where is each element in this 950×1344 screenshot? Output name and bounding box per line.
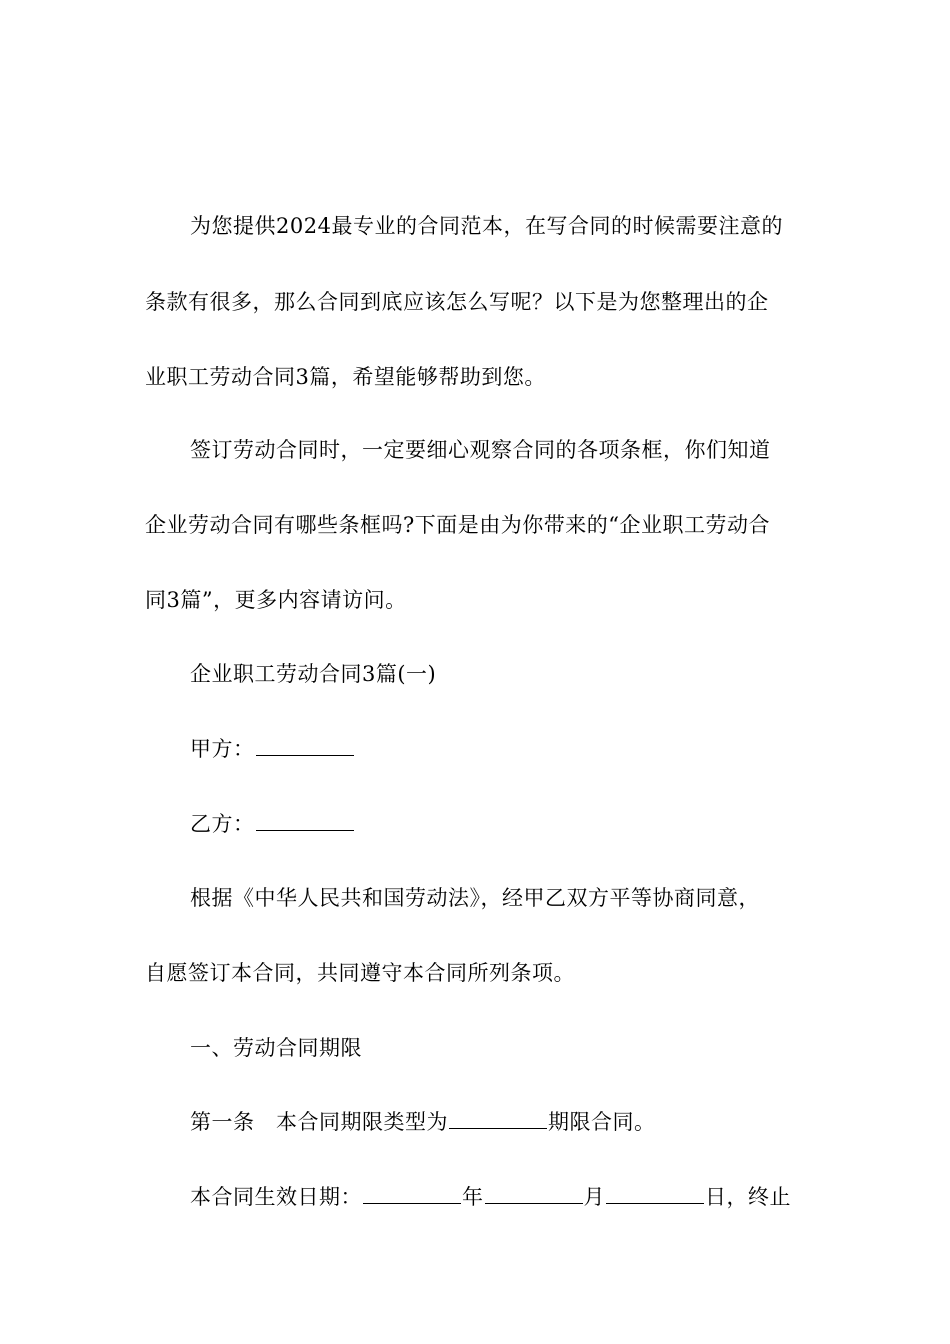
year-label: 年 (462, 1185, 484, 1209)
party-a-label: 甲方： (190, 737, 255, 761)
intro-line-2: 条款有很多，那么合同到底应该怎么写呢？以下是为您整理出的企 (145, 290, 769, 314)
month-label: 月 (583, 1185, 605, 1209)
article-1-row (190, 1107, 820, 1137)
para2-line-1: 签订劳动合同时，一定要细心观察合同的各项条框，你们知道 (190, 438, 771, 462)
effective-label: 本合同生效日期： (190, 1185, 362, 1209)
article-1-suffix: 期限合同。 (548, 1110, 656, 1134)
year-blank (363, 1183, 461, 1204)
article-1-prefix: 第一条 本合同期限类型为 (190, 1110, 448, 1134)
effective-date-row (190, 1182, 820, 1212)
day-blank (606, 1183, 704, 1204)
month-blank (485, 1183, 583, 1204)
intro-line-1: 为您提供2024最专业的合同范本，在写合同的时候需要注意的 (190, 214, 783, 238)
party-a-row (190, 734, 820, 764)
party-b-row (190, 809, 820, 839)
party-a-blank (256, 735, 354, 756)
para2-line-2: 企业劳动合同有哪些条框吗?下面是由为你带来的“企业职工劳动合 (145, 513, 770, 537)
day-end-label: 日，终止 (705, 1185, 791, 1209)
section-1-title: 一、劳动合同期限 (190, 1036, 362, 1060)
party-b-label: 乙方： (190, 812, 255, 836)
party-b-blank (256, 810, 354, 831)
contract-title: 企业职工劳动合同3篇(一) (190, 662, 437, 686)
basis-line-2: 自愿签订本合同，共同遵守本合同所列条项。 (145, 961, 575, 985)
basis-line-1: 根据《中华人民共和国劳动法》，经甲乙双方平等协商同意， (190, 886, 760, 910)
contract-type-blank (449, 1108, 547, 1129)
intro-line-3: 业职工劳动合同3篇，希望能够帮助到您。 (145, 365, 546, 389)
para2-line-3: 同3篇”，更多内容请访问。 (145, 588, 407, 612)
